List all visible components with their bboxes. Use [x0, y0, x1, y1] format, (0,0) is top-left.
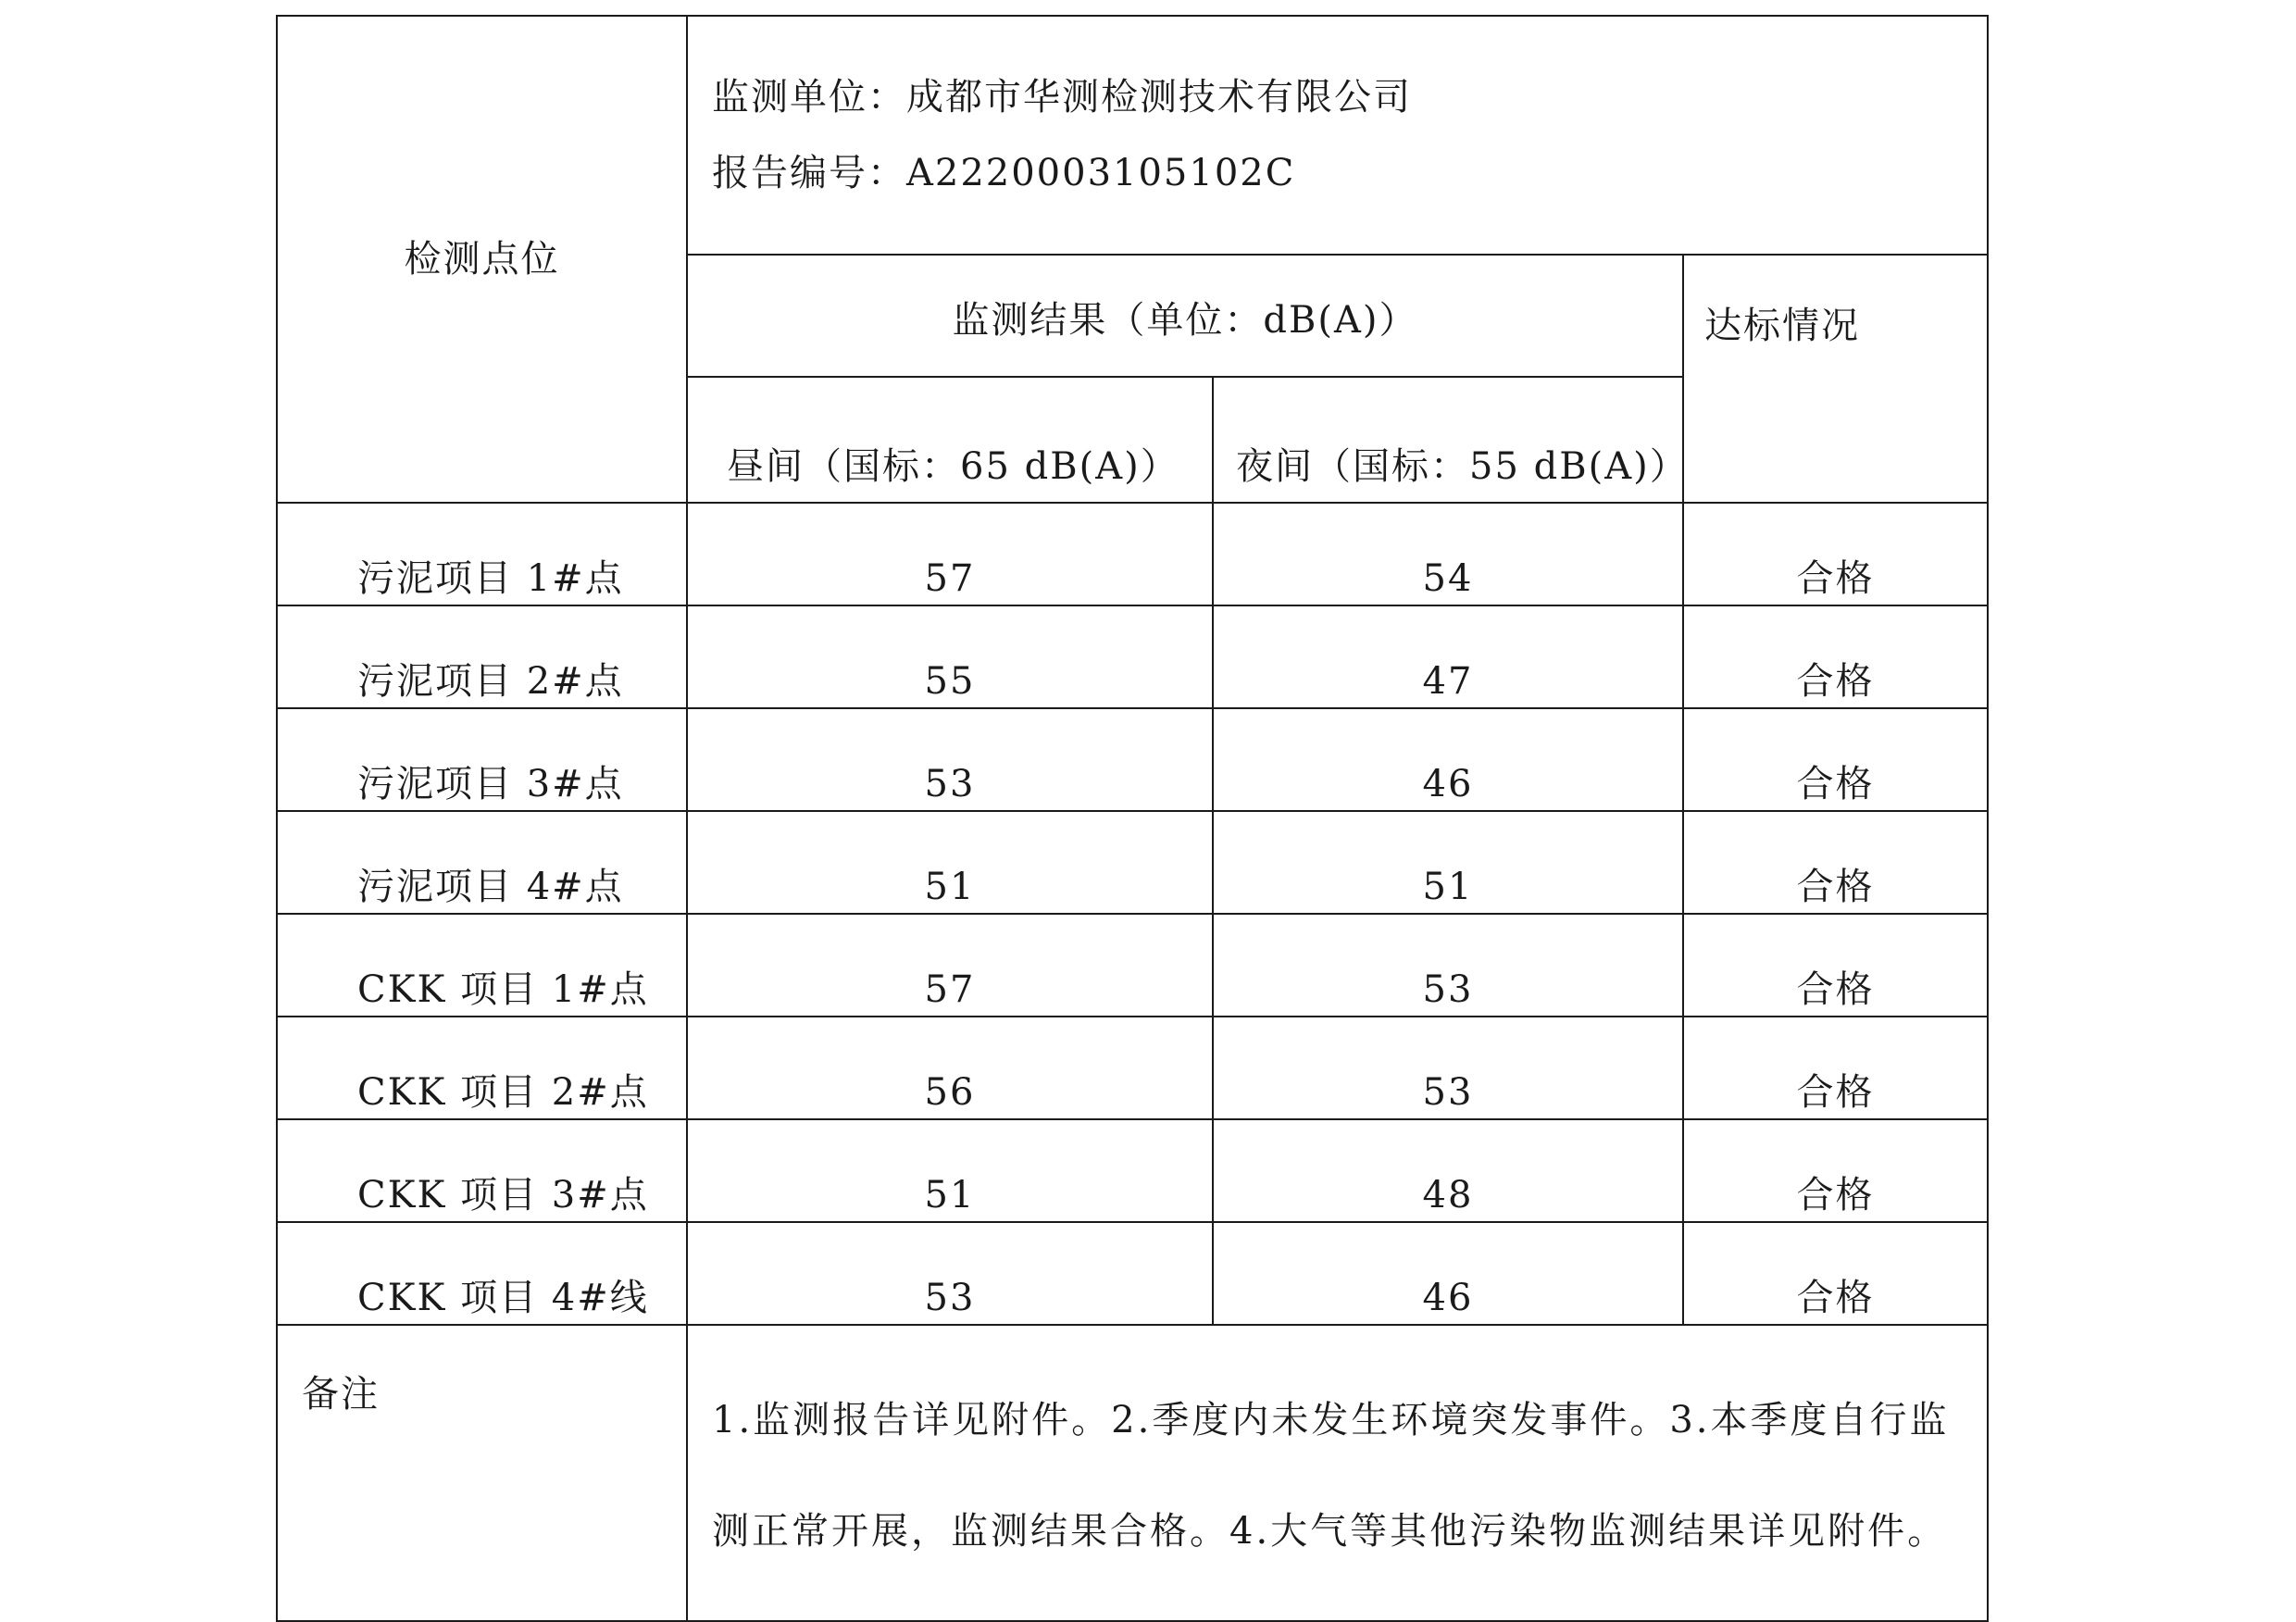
- day-header-cell: [687, 377, 1213, 503]
- status-cell: 合格: [1683, 503, 1988, 605]
- day-value-cell: 51: [687, 811, 1213, 914]
- day-value-cell: 51: [687, 1119, 1213, 1222]
- monitoring-table: [276, 15, 1989, 1622]
- point-cell: CKK 项目 3#点: [277, 1119, 687, 1222]
- table-row: [277, 1017, 1988, 1119]
- night-value-cell: 54: [1213, 503, 1683, 605]
- status-cell: 合格: [1683, 1119, 1988, 1222]
- night-value-cell: 47: [1213, 605, 1683, 708]
- monitoring-unit-text: 监测单位：成都市华测检测技术有限公司: [712, 76, 1412, 119]
- point-cell: CKK 项目 1#点: [277, 914, 687, 1017]
- status-cell: 合格: [1683, 914, 1988, 1017]
- point-header-cell: [277, 16, 687, 503]
- table-row: [277, 605, 1988, 708]
- table-row: [277, 914, 1988, 1017]
- table-row: [277, 503, 1988, 605]
- night-value-cell: 53: [1213, 914, 1683, 1017]
- day-value-cell: 56: [687, 1017, 1213, 1119]
- status-cell: 合格: [1683, 1017, 1988, 1119]
- day-value-cell: 57: [687, 914, 1213, 1017]
- night-value-cell: 46: [1213, 708, 1683, 811]
- point-cell: CKK 项目 4#线: [277, 1222, 687, 1325]
- status-cell: 合格: [1683, 1222, 1988, 1325]
- table-row: [277, 811, 1988, 914]
- status-cell: 合格: [1683, 811, 1988, 914]
- point-cell: 污泥项目 2#点: [277, 605, 687, 708]
- day-value-cell: 55: [687, 605, 1213, 708]
- results-header-cell: [687, 255, 1683, 377]
- remarks-text: 1.监测报告详见附件。2.季度内未发生环境突发事件。3.本季度自行监测正常开展，监测结果合格。4.大气等其他污染物监测结果详见附件。: [687, 1325, 1988, 1621]
- report-info-cell: [687, 16, 1988, 255]
- point-header-label: 检测点位: [404, 238, 560, 281]
- day-value-cell: 53: [687, 708, 1213, 811]
- night-value-cell: 51: [1213, 811, 1683, 914]
- night-value-cell: 53: [1213, 1017, 1683, 1119]
- night-value-cell: 48: [1213, 1119, 1683, 1222]
- remarks-row: [277, 1325, 1988, 1621]
- status-cell: 合格: [1683, 605, 1988, 708]
- night-value-cell: 46: [1213, 1222, 1683, 1325]
- point-cell: CKK 项目 2#点: [277, 1017, 687, 1119]
- point-cell: 污泥项目 3#点: [277, 708, 687, 811]
- status-cell: 合格: [1683, 708, 1988, 811]
- remarks-label: 备注: [277, 1325, 687, 1621]
- day-value-cell: 57: [687, 503, 1213, 605]
- table-row: [277, 1119, 1988, 1222]
- status-header-label: 达标情况: [1704, 305, 1860, 347]
- results-header-label: 监测结果（单位：dB(A)）: [952, 299, 1418, 342]
- day-value-cell: 53: [687, 1222, 1213, 1325]
- point-cell: 污泥项目 4#点: [277, 811, 687, 914]
- table-row: [277, 708, 1988, 811]
- status-header-cell: [1683, 255, 1988, 503]
- header-row-1: [277, 16, 1988, 255]
- table-row: [277, 1222, 1988, 1325]
- night-header-label: 夜间（国标：55 dB(A)）: [1236, 445, 1689, 488]
- day-header-label: 昼间（国标：65 dB(A)）: [727, 445, 1179, 488]
- night-header-cell: [1213, 377, 1689, 503]
- point-cell: 污泥项目 1#点: [277, 503, 687, 605]
- report-number-text: 报告编号：A2220003105102C: [712, 152, 1296, 194]
